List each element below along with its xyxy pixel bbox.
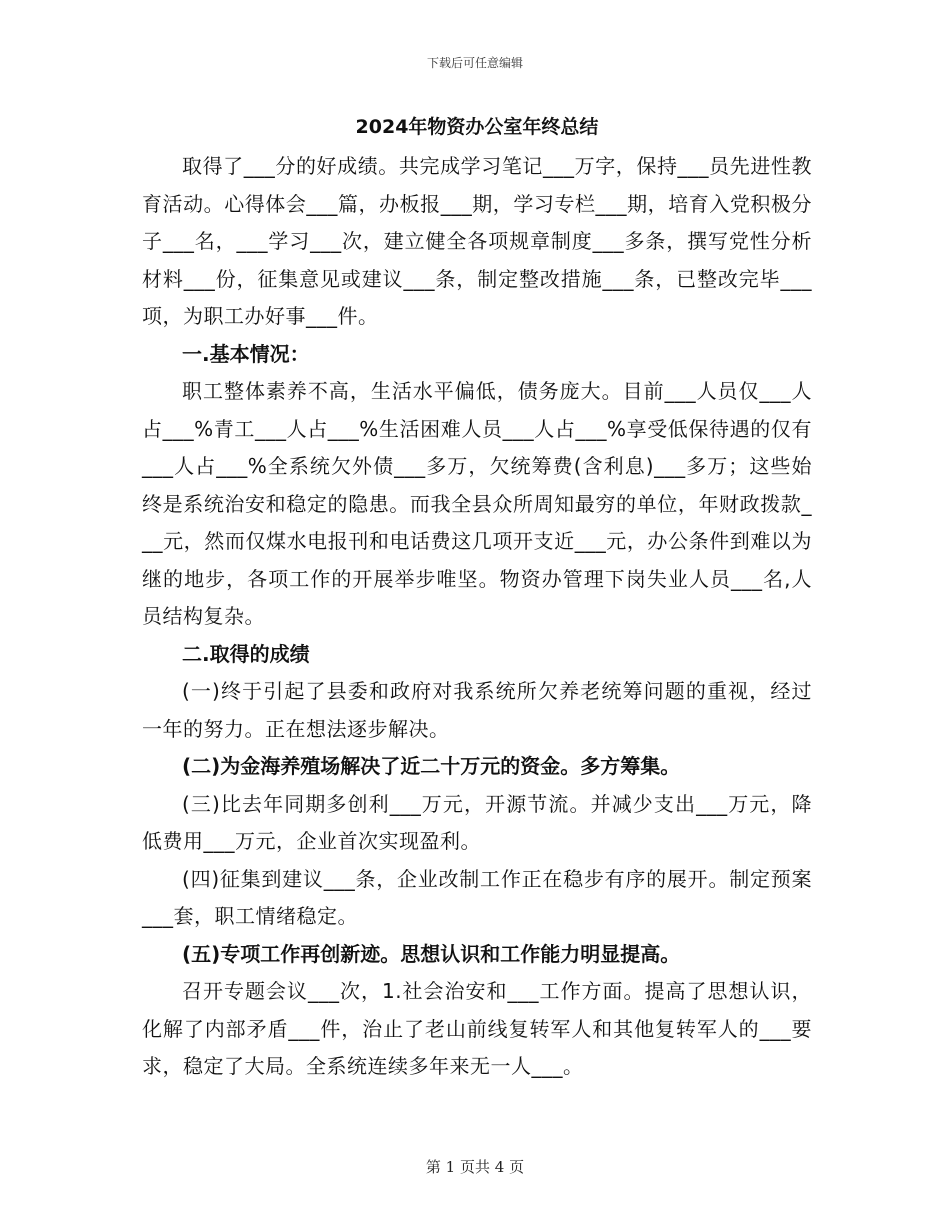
section-heading-basic-situation: 一.基本情况： [182,341,310,366]
section-heading-achievements: 二.取得的成绩 [182,641,310,666]
page-footer: 第 1 页共 4 页 [425,1158,525,1176]
page-header: 下载后可任意编辑 [426,56,523,70]
paragraph-special-meetings: 召开专题会议___次，1.社会治安和___工作方面。提高了思想认识，化解了内部矛盾___件，治止了老山前线复转军人和其他复转军人的___要求，稳定了大局。全系统连续多年来无一人___。 [142,979,812,1078]
paragraph-achievement-1: (一)终于引起了县委和政府对我系统所欠养老统筹问题的重视，经过一年的努力。正在想法逐步解决。 [142,679,812,741]
subheading-achievement-5: (五)专项工作再创新迹。思想认识和工作能力明显提高。 [182,941,681,966]
paragraph-intro: 取得了___分的好成绩。共完成学习笔记___万字，保持___员先进性教育活动。心得体会___篇，办板报___期，学习专栏___期，培育入党积极分子___名，___学习___次，建立健全各项规章制度___多条，撰写党性分析材料___份，征集意见或建议___条，制定整改措施___条，已整改完毕___项，为职工办好事___件。 [142,154,812,328]
subheading-achievement-2: (二)为金海养殖场解决了近二十万元的资金。多方筹集。 [182,754,681,778]
paragraph-basic-situation: 职工整体素养不高，生活水平偏低，债务庞大。目前___人员仅___人占___%青工___人占___%生活困难人员___人占___%享受低保待遇的仅有___人占___%全系统欠外债___多万，欠统筹费(含利息)___多万；这些始终是系统治安和稳定的隐患。而我全县众所周知最穷的单位，年财政拨款___元，然而仅煤水电报刊和电话费这几项开支近___元，办公条件到难以为继的地步，各项工作的开展举步唯坚。物资办管理下岗失业人员___名,人员结构复杂。 [142,379,812,628]
document-title: 2024年物资办公室年终总结 [355,116,599,138]
document-body [142,112,812,1086]
paragraph-achievement-4: (四)征集到建议___条，企业改制工作正在稳步有序的展开。制定预案___套，职工情绪稳定。 [142,866,812,928]
paragraph-achievement-3: (三)比去年同期多创利___万元，开源节流。并减少支出___万元，降低费用___万元，企业首次实现盈利。 [142,791,812,853]
